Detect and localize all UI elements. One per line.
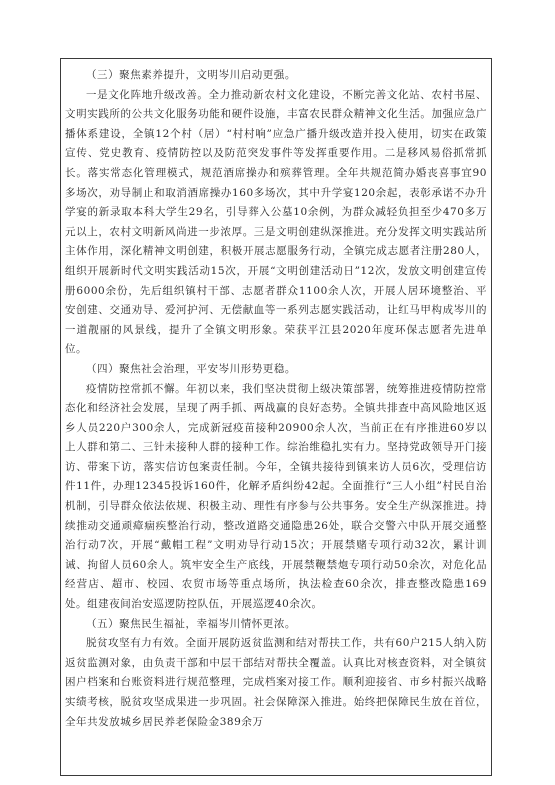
section-heading-3: （三）聚焦素养提升，文明岑川启动更强。 bbox=[86, 69, 296, 81]
section-paragraph-5: 脱贫攻坚有力有效。全面开展防返贫监测和结对帮扶工作，共有60户215人纳入防返贫监测对象，由负责干部和中层干部结对帮扶全覆盖。认真比对核查资料，对全镇贫困户档案和台账资料进行规范整理，完成档案对接工作。顺利迎接省、市乡村振兴战略实绩考核，脱贫攻坚成果进一步巩固。社会保障深入推进。始终把保障民生放在首位，全年共发放城乡居民养老保险金389余万 bbox=[65, 637, 487, 728]
document-body bbox=[65, 66, 487, 732]
document-table-cell bbox=[60, 58, 492, 776]
section-paragraph-3: 一是文化阵地升级改善。全力推动新农村文化建设，不断完善文化站、农村书屋、文明实践所的公共文化服务功能和硬件设施，丰富农民群众精神文化生活。加强应急广播体系建设，全镇12个村（居）“村村响”应急广播升级改造并投入使用，切实在政策宣传、党史教育、疫情防控以及防范突发事件等发挥重要作用。二是移风易俗抓常抓长。落实常态化管理模式，规范酒席操办和殡葬管理。全年共规范简办婚丧喜事宜90多场次，劝导制止和取消酒席操办160多场次，其中升学宴120余起，表彰承诺不办升学宴的新录取本科大学生29名，引导葬入公墓10余例，为群众减轻负担至少470多万元以上，农村文明新风尚进一步浓厚。三是文明创建纵深推进。充分发挥文明实践站所主体作用，深化精神文明创建，积极开展志愿服务行动，全镇完成志愿者注册280人，组织开展新时代文明实践活动15次，开展“文明创建活动日”12次，发放文明创建宣传册6000余份，先后组织镇村干部、志愿者群众1100余人次，开展人居环境整治、平安创建、交通劝导、爱河护河、无偿献血等一系列志愿实践活动，让红马甲构成岑川的一道靓丽的风景线，提升了全镇文明形象。荣获平江县2020年度环保志愿者先进单位。 bbox=[65, 88, 487, 356]
section-paragraph-4: 疫情防控常抓不懈。年初以来，我们坚决贯彻上级决策部署，统筹推进疫情防控常态化和经济社会发展，呈现了两手抓、两战赢的良好态势。全镇共排查中高风险地区返乡人员220户300余人，完成新冠疫苗接种20900余人次，当前正在有序推进60岁以上人群和第二、三针未接种人群的接种工作。综治维稳扎实有力。坚持党政领导开门接访、带案下访，落实信访包案责任制。今年，全镇共接待到镇来访人员6次，受理信访件11件，办理12345投诉160件，化解矛盾纠纷42起。全面推行“三人小组”村民自治机制，引导群众依法依规、积极主动、理性有序参与公共事务。安全生产纵深推进。持续推动交通顽瘴痼疾整治行动，整改道路交通隐患26处，联合交警六中队开展交通整治行动7次，开展“戴帽工程”文明劝导行动15次；开展禁赌专项行动32次，累计训诫、拘留人员60余人。筑牢安全生产底线，开展禁鞭禁炮专项行动50余次，对危化品经营店、超市、校园、农贸市场等重点场所，执法检查60余次，排查整改隐患169处。组建夜间治安巡逻防控队伍，开展巡逻40余次。 bbox=[65, 382, 487, 611]
section-heading-5: （五）聚焦民生福祉，幸福岑川情怀更浓。 bbox=[86, 617, 296, 630]
section-heading-4: （四）聚焦社会治理，平安岑川形势更稳。 bbox=[86, 362, 296, 375]
